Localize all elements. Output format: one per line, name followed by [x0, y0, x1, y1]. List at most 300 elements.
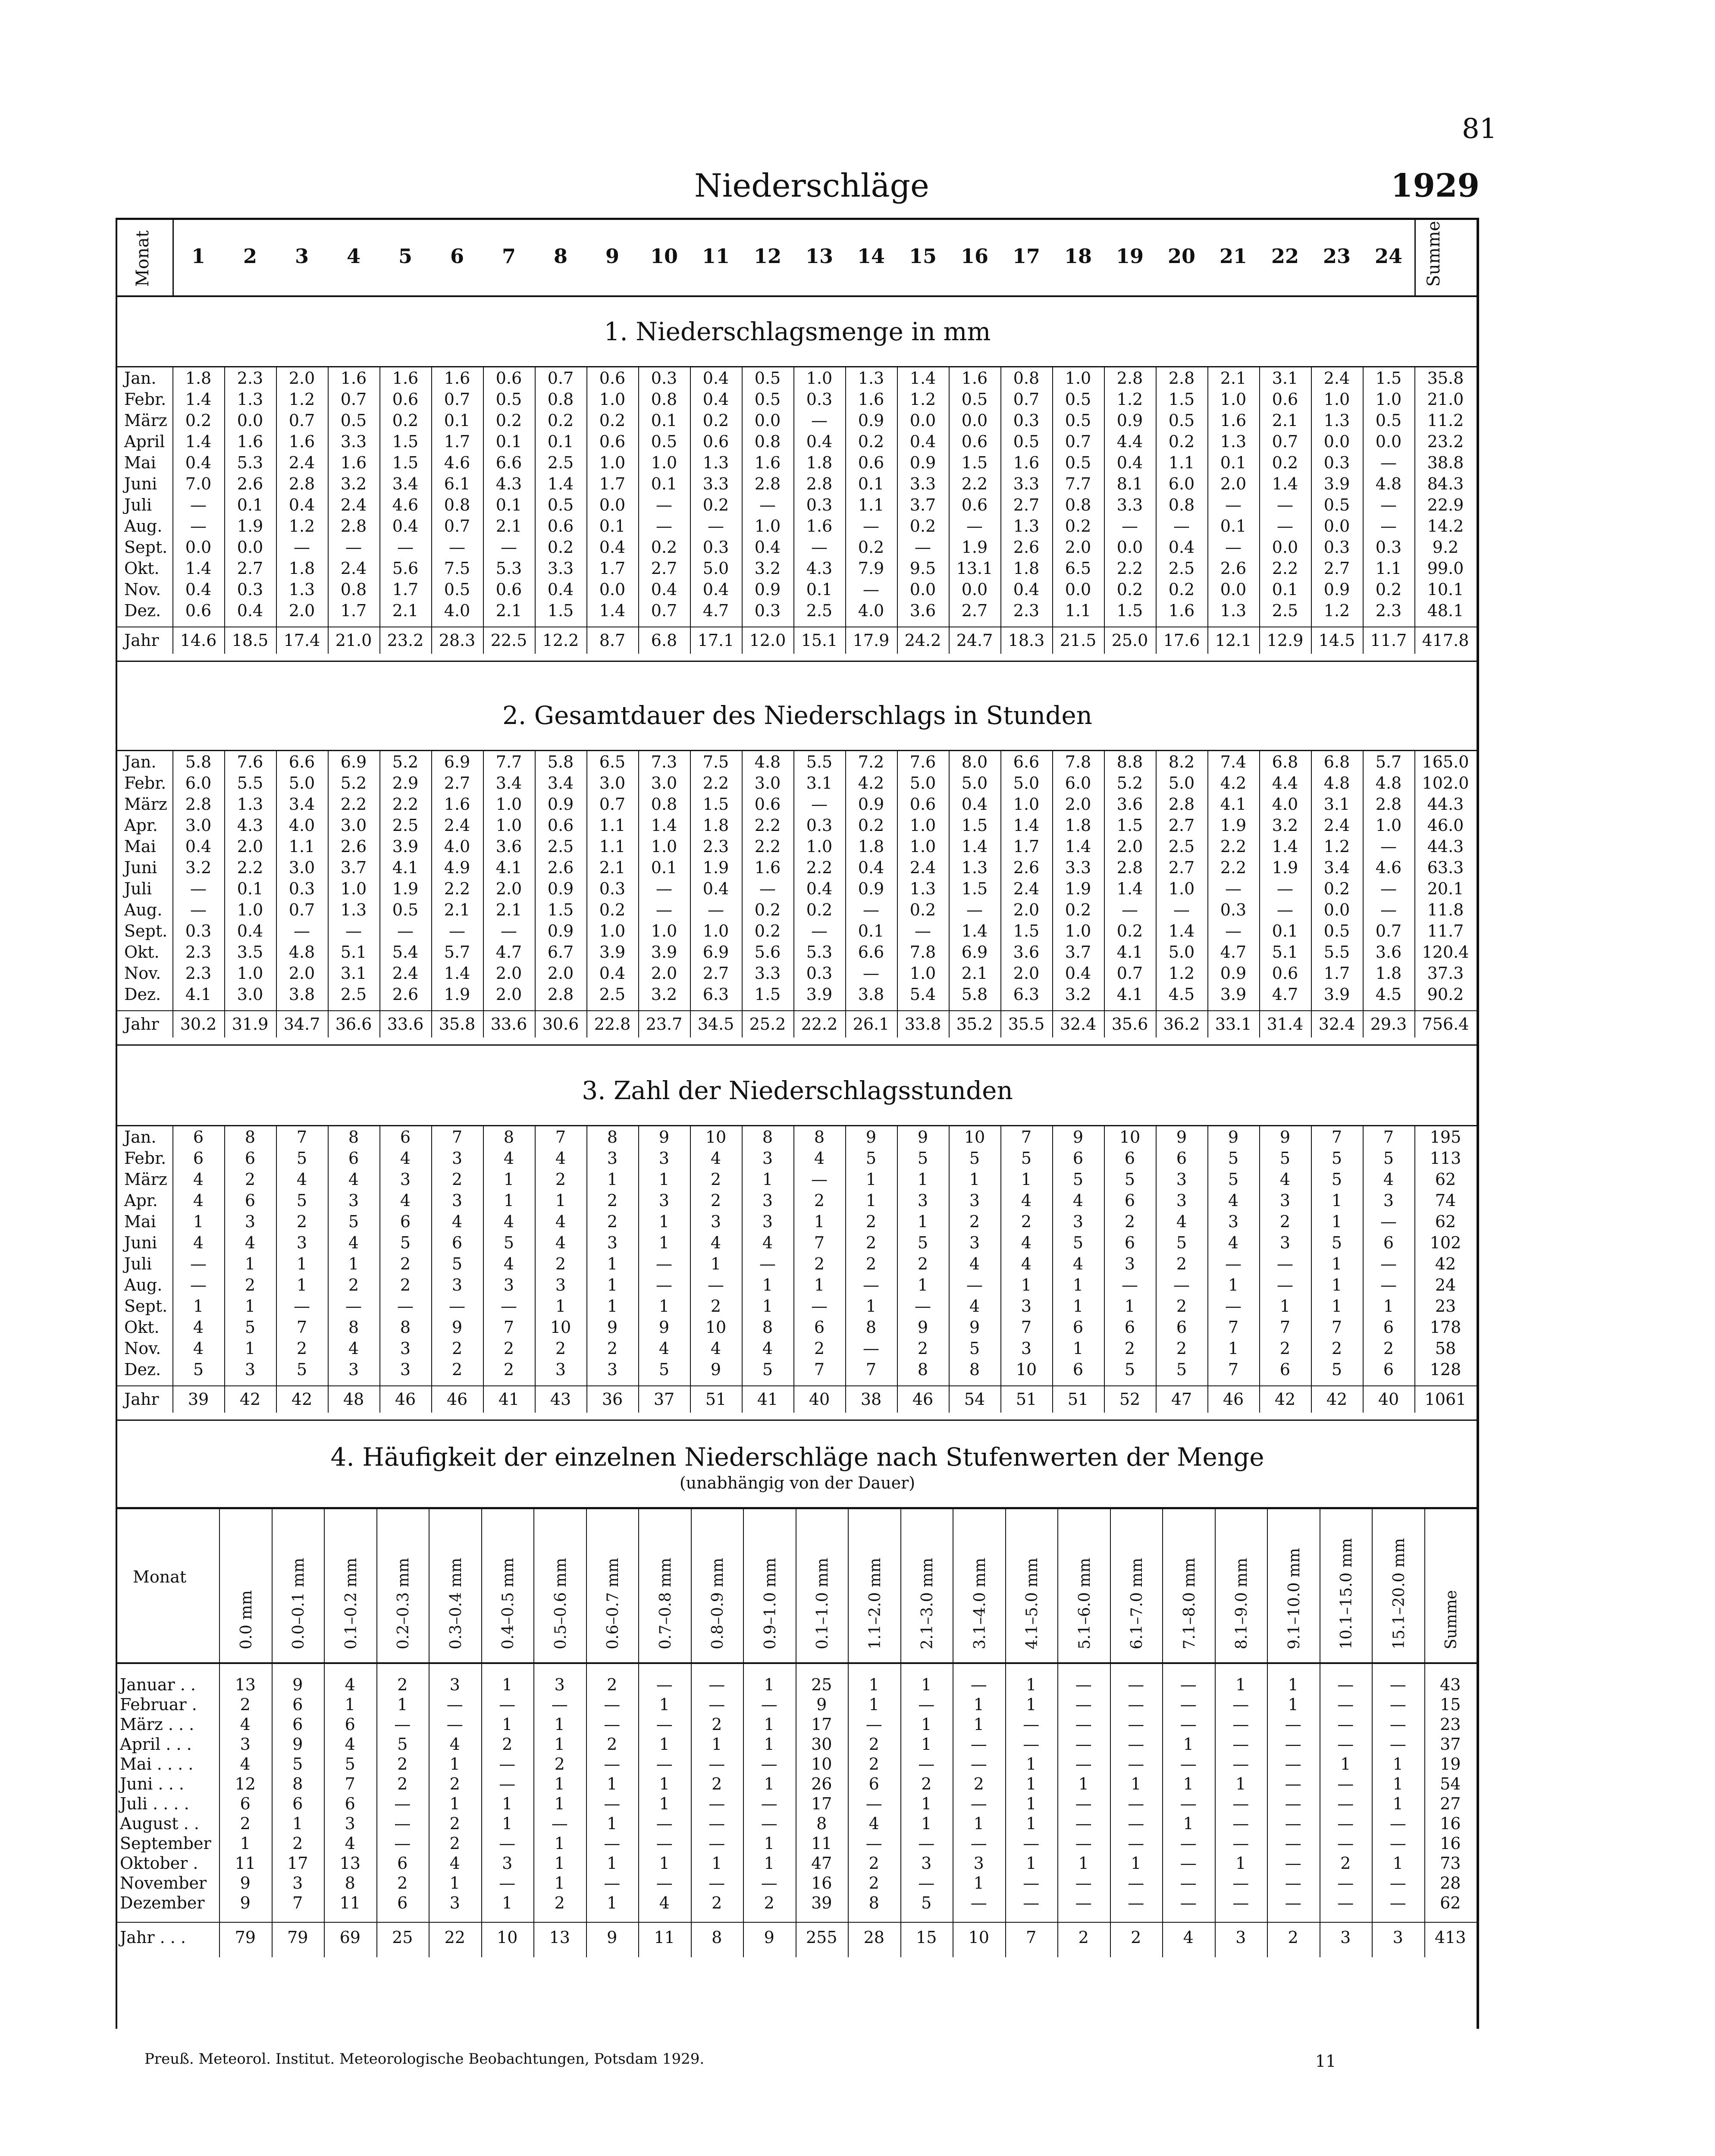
- section-3-cell: 5: [1383, 1149, 1394, 1168]
- section-2-year-cell: 32.4: [1318, 1015, 1355, 1034]
- section-3-cell: 1: [1124, 1297, 1135, 1316]
- section-2-month-label: Aug.: [124, 900, 163, 919]
- section-1-cell: 0.4: [288, 495, 315, 514]
- s4-cell: —: [1023, 1735, 1040, 1754]
- section-3-cell: 1: [814, 1275, 825, 1294]
- section-2-year-cell: 35.6: [1111, 1015, 1148, 1034]
- section-3-cell: 23: [1435, 1297, 1456, 1316]
- header-monat: Monat: [133, 230, 153, 287]
- section-2-cell: 0.3: [1220, 900, 1247, 919]
- section-3-cell: 1: [503, 1170, 514, 1189]
- section-2-cell: 4.4: [1272, 774, 1298, 793]
- section-3-year-cell: 1061: [1424, 1390, 1467, 1409]
- section-3-cell: 8: [917, 1360, 928, 1379]
- section-1-year-cell: 417.8: [1422, 631, 1469, 650]
- section-2-cell: 0.6: [909, 795, 936, 814]
- section-2-cell: 1.0: [909, 816, 936, 835]
- section-2-cell: 5.0: [288, 774, 315, 793]
- section-1-cell: 0.4: [392, 517, 419, 536]
- s4-cell: —: [709, 1675, 725, 1694]
- section-2-cell: 3.0: [599, 774, 626, 793]
- s4-cell: 6: [292, 1695, 303, 1714]
- section-2-cell: 4.7: [1272, 985, 1298, 1004]
- section-3-cell: 6: [1176, 1318, 1187, 1337]
- header-hour-24: 24: [1374, 244, 1402, 268]
- section-2-cell: 2.2: [806, 858, 833, 877]
- s4-cell: —: [1075, 1874, 1092, 1893]
- s4-cell: —: [1337, 1695, 1354, 1714]
- s4-cell: —: [1128, 1794, 1144, 1813]
- section-3-cell: 10: [550, 1318, 571, 1337]
- s4-cell: 9: [240, 1893, 251, 1912]
- s4-cell: 1: [659, 1695, 670, 1714]
- page-title: Niederschläge: [694, 167, 929, 204]
- section-2-cell: —: [1380, 879, 1397, 898]
- section-1-cell: 7.7: [1065, 474, 1091, 493]
- s4-cell: 1: [449, 1794, 460, 1813]
- section-3-cell: 5: [1331, 1360, 1342, 1379]
- section-2-cell: 3.6: [1013, 943, 1040, 962]
- section-2-cell: 1.8: [702, 816, 729, 835]
- section-3-cell: 4: [969, 1297, 980, 1316]
- section-1-cell: 4.8: [1375, 474, 1402, 493]
- section-1-cell: 1.7: [340, 601, 367, 620]
- section-3-cell: 4: [193, 1191, 204, 1210]
- section-1-cell: —: [863, 580, 879, 599]
- section-1-cell: 2.1: [1272, 411, 1298, 430]
- section-2-cell: 2.3: [702, 837, 729, 856]
- section-1-cell: 1.0: [1220, 390, 1247, 409]
- section-3-cell: 2: [814, 1254, 825, 1273]
- section-3-cell: 4: [193, 1318, 204, 1337]
- section-1-year-cell: 21.5: [1060, 631, 1097, 650]
- section-1-cell: 0.8: [340, 580, 367, 599]
- section-3-cell: 2: [1021, 1212, 1032, 1231]
- section-3-cell: 1: [1072, 1339, 1084, 1358]
- s4-month-label: Oktober .: [120, 1854, 198, 1873]
- section-2-cell: 5.5: [806, 752, 833, 771]
- section-3-month-label: Juli: [124, 1254, 152, 1273]
- section-2-year-cell: 25.2: [749, 1015, 786, 1034]
- section-2-cell: 0.2: [858, 816, 884, 835]
- s4-cell: —: [709, 1695, 725, 1714]
- s4-cell: 1: [1026, 1695, 1037, 1714]
- section-1-cell: 0.5: [547, 495, 574, 514]
- section-3-year-cell: 46: [446, 1390, 468, 1409]
- s4-cell: 39: [811, 1893, 832, 1912]
- section-3-cell: 6: [245, 1191, 256, 1210]
- section-2-cell: 5.8: [547, 752, 574, 771]
- section-2-cell: 0.4: [1065, 964, 1091, 983]
- section-1-cell: 7.9: [858, 559, 884, 578]
- s4-cell: 6: [397, 1893, 408, 1912]
- section-2-cell: 1.6: [444, 795, 470, 814]
- section-3-cell: 2: [917, 1254, 928, 1273]
- section-3-title: 3. Zahl der Niederschlagsstunden: [582, 1076, 1013, 1105]
- section-1-cell: 0.7: [444, 517, 470, 536]
- s4-column-header: 2.1–3.0 mm: [919, 1557, 937, 1649]
- s4-cell: 62: [1440, 1893, 1461, 1912]
- section-3-year-cell: 40: [1378, 1390, 1399, 1409]
- section-2-cell: 0.4: [858, 858, 884, 877]
- section-1-month-label: Aug.: [124, 517, 163, 536]
- section-1-cell: 1.2: [1323, 601, 1350, 620]
- s4-cell: 2: [764, 1893, 774, 1912]
- s4-cell: —: [1180, 1794, 1197, 1813]
- s4-cell: —: [1180, 1834, 1197, 1853]
- section-1-cell: 0.2: [858, 538, 884, 557]
- section-1-cell: 0.6: [1272, 390, 1298, 409]
- s4-cell: —: [1337, 1715, 1354, 1734]
- s4-cell: 1: [502, 1715, 513, 1734]
- section-2-cell: 0.6: [754, 795, 781, 814]
- s4-cell: —: [1023, 1715, 1040, 1734]
- section-2-cell: 8.8: [1116, 752, 1143, 771]
- s4-cell: 47: [811, 1854, 832, 1873]
- section-1-cell: 1.5: [961, 453, 988, 472]
- section-2-year-cell: 33.8: [904, 1015, 941, 1034]
- section-3-cell: 1: [917, 1275, 928, 1294]
- section-2-cell: 44.3: [1427, 837, 1464, 856]
- s4-year-cell: 413: [1434, 1928, 1466, 1947]
- s4-cell: 1: [1392, 1854, 1403, 1873]
- section-2-cell: 5.6: [754, 943, 781, 962]
- section-3-year-cell: 36: [602, 1390, 623, 1409]
- section-2-cell: 6.8: [1272, 752, 1298, 771]
- section-3-cell: 5: [503, 1233, 514, 1252]
- section-3-year-cell: 41: [498, 1390, 520, 1409]
- s4-column-header: 10.1–15.0 mm: [1338, 1538, 1356, 1649]
- s4-column-header: 1.1–2.0 mm: [866, 1557, 884, 1649]
- section-1-cell: 0.4: [237, 601, 263, 620]
- section-2-cell: —: [759, 879, 776, 898]
- section-1-cell: 1.0: [1375, 390, 1402, 409]
- section-1-cell: 0.0: [1323, 517, 1350, 536]
- section-3-year-cell: 46: [395, 1390, 416, 1409]
- section-3-cell: 1: [348, 1254, 359, 1273]
- section-3-cell: —: [811, 1297, 828, 1316]
- s4-year-cell: 3: [1340, 1928, 1351, 1947]
- s4-cell: 4: [240, 1715, 251, 1734]
- section-2-cell: 1.5: [961, 816, 988, 835]
- s4-cell: 1: [554, 1794, 565, 1813]
- section-3-year-cell: 54: [964, 1390, 985, 1409]
- section-2-cell: 2.4: [909, 858, 936, 877]
- section-3-cell: 3: [658, 1149, 670, 1168]
- section-2-cell: 0.1: [651, 858, 677, 877]
- section-3-year-cell: 51: [705, 1390, 727, 1409]
- s4-cell: 1: [921, 1814, 932, 1833]
- section-1-cell: 1.0: [599, 390, 626, 409]
- section-2-year-cell: 35.8: [439, 1015, 476, 1034]
- s4-month-label: Januar . .: [120, 1675, 196, 1694]
- s4-cell: —: [918, 1695, 935, 1714]
- section-1-cell: 2.5: [1272, 601, 1298, 620]
- section-3-cell: 3: [451, 1191, 463, 1210]
- section-1-cell: 0.2: [1065, 517, 1091, 536]
- s4-cell: 1: [554, 1854, 565, 1873]
- section-2-cell: 2.0: [495, 985, 522, 1004]
- section-1-cell: —: [345, 538, 362, 557]
- section-2-cell: 0.6: [547, 816, 574, 835]
- section-2-cell: 5.0: [1013, 774, 1040, 793]
- section-1-cell: 6.6: [495, 453, 522, 472]
- section-2-cell: 4.9: [444, 858, 470, 877]
- s4-year-cell: 28: [863, 1928, 884, 1947]
- section-3-cell: 4: [193, 1339, 204, 1358]
- section-3-cell: 6: [814, 1318, 825, 1337]
- s4-month-label: Februar .: [120, 1695, 197, 1714]
- section-1-cell: 0.3: [651, 369, 677, 388]
- section-2-cell: 3.4: [547, 774, 574, 793]
- s4-cell: 2: [292, 1834, 303, 1853]
- s4-cell: 1: [764, 1774, 774, 1793]
- section-1-cell: 1.3: [1013, 517, 1040, 536]
- section-3-cell: 4: [1228, 1233, 1239, 1252]
- s4-cell: —: [394, 1814, 411, 1833]
- s4-cell: 1: [1235, 1675, 1246, 1694]
- section-1-cell: 0.4: [702, 580, 729, 599]
- s4-cell: —: [1232, 1814, 1249, 1833]
- section-1-cell: 1.5: [1168, 390, 1195, 409]
- s4-cell: 2: [502, 1735, 513, 1754]
- section-1-cell: 3.2: [340, 474, 367, 493]
- s4-column-header: 0.7–0.8 mm: [656, 1557, 674, 1649]
- s4-cell: 2: [240, 1695, 251, 1714]
- section-2-cell: 1.1: [288, 837, 315, 856]
- section-3-month-label: März: [124, 1170, 167, 1189]
- section-1-cell: 0.0: [909, 580, 936, 599]
- section-2-cell: 7.8: [909, 943, 936, 962]
- section-1-cell: 2.8: [340, 517, 367, 536]
- section-3-cell: 6: [400, 1212, 411, 1231]
- section-1-cell: 0.2: [651, 538, 677, 557]
- section-3-cell: 1: [762, 1170, 773, 1189]
- section-1-cell: 1.2: [1116, 390, 1143, 409]
- section-3-cell: 2: [607, 1191, 618, 1210]
- s4-year-cell: 7: [1026, 1928, 1037, 1947]
- section-2-cell: 5.5: [237, 774, 263, 793]
- section-1-cell: 0.3: [754, 601, 781, 620]
- s4-cell: 3: [449, 1893, 460, 1912]
- section-3-year-label: Jahr: [124, 1390, 159, 1409]
- section-1-cell: 1.6: [858, 390, 884, 409]
- section-1-cell: 0.4: [185, 453, 212, 472]
- section-3-cell: 1: [607, 1254, 618, 1273]
- section-1-cell: 2.5: [1168, 559, 1195, 578]
- header-hour-20: 20: [1167, 244, 1195, 268]
- s4-column-header: 9.1–10.0 mm: [1285, 1548, 1303, 1649]
- section-1-cell: 1.6: [340, 453, 367, 472]
- section-3-cell: 8: [814, 1128, 825, 1147]
- s4-cell: —: [709, 1794, 725, 1813]
- section-1-month-label: Mai: [124, 453, 156, 472]
- section-2-cell: 0.3: [288, 879, 315, 898]
- s4-cell: —: [656, 1675, 673, 1694]
- section-2-cell: 1.9: [392, 879, 419, 898]
- section-3-cell: 4: [1072, 1254, 1084, 1273]
- section-3-cell: 4: [1383, 1170, 1394, 1189]
- section-2-cell: 1.5: [754, 985, 781, 1004]
- section-2-cell: —: [1277, 900, 1293, 919]
- section-3-cell: 4: [1176, 1212, 1187, 1231]
- s4-cell: —: [1180, 1893, 1197, 1912]
- section-2-year-cell: 35.5: [1008, 1015, 1045, 1034]
- section-2-year-cell: 30.6: [542, 1015, 579, 1034]
- section-1-cell: 0.6: [547, 517, 574, 536]
- section-3-cell: 4: [762, 1233, 773, 1252]
- s4-cell: 1: [712, 1854, 722, 1873]
- section-2-cell: 0.4: [185, 837, 212, 856]
- section-3-cell: 3: [969, 1191, 980, 1210]
- section-2-month-label: Sept.: [124, 921, 168, 940]
- section-1-cell: 0.6: [495, 580, 522, 599]
- s4-cell: 2: [397, 1874, 408, 1893]
- section-3-cell: 2: [710, 1170, 721, 1189]
- section-1-year-cell: 12.9: [1267, 631, 1304, 650]
- section-1-cell: 35.8: [1427, 369, 1464, 388]
- section-1-year-cell: 8.7: [599, 631, 626, 650]
- s4-cell: 1: [764, 1715, 774, 1734]
- section-1-cell: 1.4: [1272, 474, 1298, 493]
- section-1-cell: 2.5: [806, 601, 833, 620]
- section-1-cell: 4.6: [444, 453, 470, 472]
- header-hour-22: 22: [1271, 244, 1299, 268]
- section-1-cell: 48.1: [1427, 601, 1464, 620]
- section-3-cell: 1: [710, 1254, 721, 1273]
- section-3-month-label: Dez.: [124, 1360, 161, 1379]
- header-hour-17: 17: [1012, 244, 1040, 268]
- s4-cell: —: [970, 1834, 987, 1853]
- section-1-cell: —: [1225, 495, 1242, 514]
- section-3-cell: 1: [865, 1170, 877, 1189]
- s4-column-header: 0.4–0.5 mm: [499, 1557, 517, 1649]
- s4-year-cell: 4: [1183, 1928, 1194, 1947]
- s4-cell: 1: [973, 1814, 984, 1833]
- section-3-cell: 1: [245, 1339, 256, 1358]
- section-1-cell: 1.9: [961, 538, 988, 557]
- s4-cell: —: [499, 1774, 516, 1793]
- s4-cell: —: [551, 1695, 568, 1714]
- section-2-cell: 1.3: [961, 858, 988, 877]
- s4-column-header: 4.1–5.0 mm: [1023, 1557, 1041, 1649]
- s4-month-label: März . . .: [120, 1715, 194, 1734]
- s4-cell: —: [1285, 1834, 1301, 1853]
- section-3-cell: 5: [400, 1233, 411, 1252]
- section-3-cell: 8: [503, 1128, 514, 1147]
- section-3-cell: 4: [710, 1233, 721, 1252]
- section-1-cell: 0.1: [495, 495, 522, 514]
- s4-cell: 5: [345, 1755, 355, 1774]
- section-2-cell: 3.7: [1065, 943, 1091, 962]
- s4-column-header: 7.1–8.0 mm: [1180, 1557, 1198, 1649]
- section-2-cell: 1.0: [909, 964, 936, 983]
- section-2-cell: 2.8: [1375, 795, 1402, 814]
- section-1-cell: 0.0: [599, 580, 626, 599]
- section-2-cell: 2.1: [961, 964, 988, 983]
- section-1-cell: —: [863, 517, 879, 536]
- s4-cell: 2: [554, 1755, 565, 1774]
- header-hour-5: 5: [398, 244, 412, 268]
- section-2-cell: 7.6: [909, 752, 936, 771]
- section-2-cell: 1.5: [547, 900, 574, 919]
- section-1-cell: 1.2: [909, 390, 936, 409]
- section-2-cell: 4.1: [495, 858, 522, 877]
- s4-cell: 2: [607, 1675, 618, 1694]
- s4-month-label: Juni . . .: [120, 1774, 184, 1793]
- section-2-cell: 3.2: [185, 858, 212, 877]
- section-3-cell: 3: [710, 1212, 721, 1231]
- section-1-cell: 0.5: [1323, 495, 1350, 514]
- s4-cell: 1: [1288, 1675, 1298, 1694]
- section-1-cell: 0.8: [1065, 495, 1091, 514]
- section-2-cell: 1.0: [806, 837, 833, 856]
- section-3-cell: 5: [1176, 1233, 1187, 1252]
- section-1-year-cell: 12.2: [542, 631, 579, 650]
- s4-column-header: 3.1–4.0 mm: [971, 1557, 989, 1649]
- section-3-cell: 7: [1021, 1128, 1032, 1147]
- section-2-cell: 3.2: [1065, 985, 1091, 1004]
- section-3-cell: 6: [1124, 1149, 1135, 1168]
- page-year: 1929: [1391, 167, 1480, 204]
- section-1-cell: 2.6: [1013, 538, 1040, 557]
- section-2-cell: 1.8: [1065, 816, 1091, 835]
- section-2-cell: 2.4: [1323, 816, 1350, 835]
- section-1-cell: 0.0: [599, 495, 626, 514]
- section-1-cell: 1.4: [547, 474, 574, 493]
- section-1-cell: 0.4: [806, 432, 833, 451]
- section-3-cell: 5: [348, 1212, 359, 1231]
- section-1-month-label: Juni: [124, 474, 157, 493]
- section-1-cell: —: [449, 538, 465, 557]
- s4-cell: —: [1075, 1675, 1092, 1694]
- s4-cell: —: [656, 1755, 673, 1774]
- s4-cell: 2: [449, 1774, 460, 1793]
- section-3-cell: 4: [348, 1170, 359, 1189]
- section-2-cell: 1.0: [237, 964, 263, 983]
- section-2-cell: 0.5: [392, 900, 419, 919]
- section-3-cell: 7: [1279, 1318, 1291, 1337]
- s4-cell: —: [1337, 1735, 1354, 1754]
- section-3-cell: 62: [1435, 1170, 1456, 1189]
- section-3-cell: 5: [969, 1339, 980, 1358]
- section-1-cell: 1.5: [1375, 369, 1402, 388]
- section-3-cell: 6: [1124, 1318, 1135, 1337]
- s4-cell: —: [1128, 1735, 1144, 1754]
- section-1-month-label: Jan.: [124, 369, 157, 388]
- section-3-cell: 4: [555, 1212, 566, 1231]
- section-3-bottom-rule: [116, 1420, 1479, 1421]
- section-2-title: 2. Gesamtdauer des Niederschlags in Stunden: [502, 701, 1093, 730]
- section-2-cell: 2.7: [444, 774, 470, 793]
- s4-cell: —: [1232, 1874, 1249, 1893]
- section-1-cell: 0.5: [340, 411, 367, 430]
- header-hour-18: 18: [1064, 244, 1092, 268]
- s4-cell: 8: [345, 1874, 355, 1893]
- s4-cell: 2: [554, 1893, 565, 1912]
- section-3-year-cell: 39: [188, 1390, 209, 1409]
- header-hour-16: 16: [960, 244, 988, 268]
- s4-cell: 9: [292, 1675, 303, 1694]
- header-hour-8: 8: [553, 244, 567, 268]
- s4-cell: —: [1389, 1874, 1406, 1893]
- section-1-cell: 0.2: [495, 411, 522, 430]
- section-2-cell: 2.0: [1116, 837, 1143, 856]
- s4-cell: —: [1180, 1715, 1197, 1734]
- section-2-cell: 4.1: [185, 985, 212, 1004]
- s4-column-header: 0.3–0.4 mm: [447, 1557, 465, 1649]
- section-3-cell: 4: [400, 1191, 411, 1210]
